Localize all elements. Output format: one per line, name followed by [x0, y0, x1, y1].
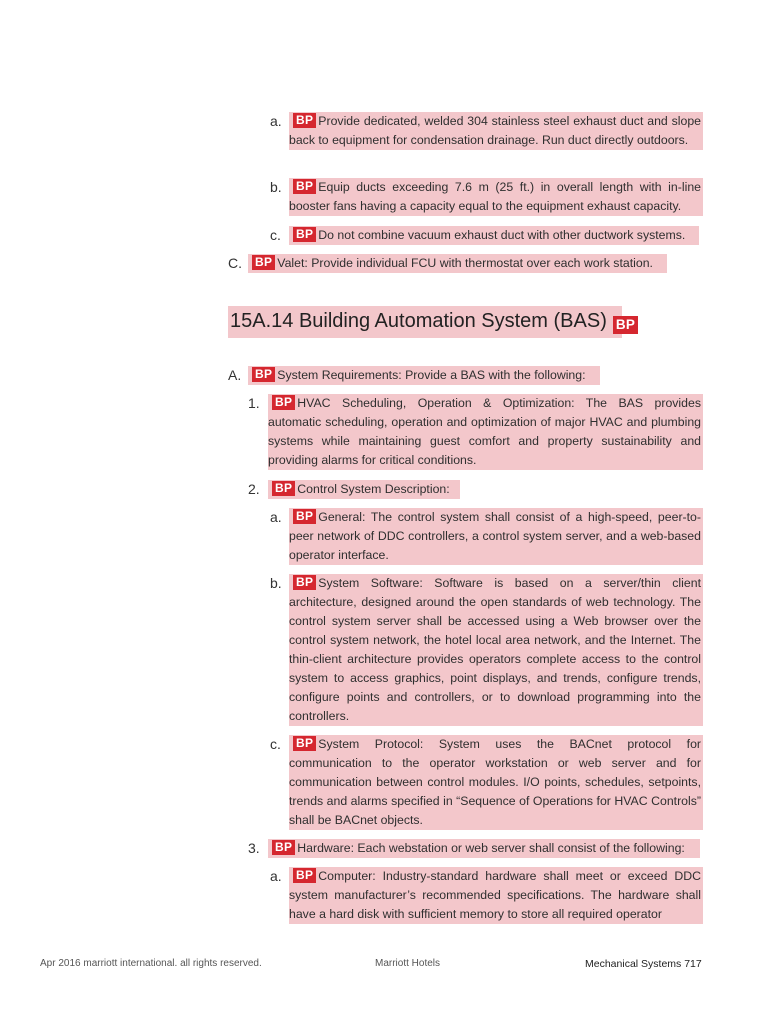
section-heading [228, 306, 636, 338]
paragraph-text: Provide dedicated, welded 304 stainless steel exhaust duct and slope back to equipment for condensation drainage. Run duct directly outdoors. [289, 114, 701, 147]
paragraph-text: System Requirements: Provide a BAS with the following: [277, 368, 586, 382]
paragraph-b [289, 178, 703, 216]
bp-badge: BP [293, 179, 316, 194]
list-marker: a. [270, 509, 282, 525]
list-marker: 1. [248, 395, 260, 411]
paragraph-system-software [289, 574, 703, 726]
footer-right: Mechanical Systems 717 [585, 958, 702, 970]
paragraph-text: Computer: Industry-standard hardware shall meet or exceed DDC system manufacturer’s recommended specifications. The hardware shall have a hard disk with sufficient memory to store all required operator [289, 869, 701, 921]
footer-center: Marriott Hotels [375, 958, 441, 969]
bp-badge: BP [613, 316, 638, 334]
bp-badge: BP [293, 509, 316, 524]
paragraph-hvac-scheduling [268, 394, 703, 470]
list-marker: b. [270, 575, 282, 591]
paragraph-text: HVAC Scheduling, Operation & Optimization: The BAS provides automatic scheduling, operation and optimization of major HVAC and plumbing systems while maintaining guest comfort and property sustainability and providing alarms for critical conditions. [268, 396, 701, 467]
bp-badge: BP [293, 736, 316, 751]
paragraph-text: Do not combine vacuum exhaust duct with other ductwork systems. [318, 228, 686, 242]
paragraph-text: Valet: Provide individual FCU with thermostat over each work station. [277, 256, 653, 270]
bp-badge: BP [272, 481, 295, 496]
paragraph-text: System Protocol: System uses the BACnet protocol for communication to the operator workstation or web server and for communication between control modules. I/O points, schedules, setpoints, trends and alarms specified in “Sequence of Operations for HVAC Controls” shall be BACnet objects. [289, 737, 701, 827]
list-marker: b. [270, 179, 282, 195]
paragraph-system-protocol [289, 735, 703, 830]
paragraph-text: Equip ducts exceeding 7.6 m (25 ft.) in overall length with in-line booster fans having a capacity equal to the equipment exhaust capacity. [289, 180, 701, 213]
paragraph-general [289, 508, 703, 565]
paragraph-computer [289, 867, 703, 924]
paragraph-system-requirements [248, 366, 600, 385]
bp-badge: BP [293, 575, 316, 590]
paragraph-valet [248, 254, 667, 273]
paragraph-text: Hardware: Each webstation or web server shall consist of the following: [297, 841, 685, 855]
list-marker: 2. [248, 481, 260, 497]
list-marker: a. [270, 113, 282, 129]
bp-badge: BP [252, 367, 275, 382]
bp-badge: BP [272, 840, 295, 855]
paragraph-hardware [268, 839, 700, 858]
paragraph-text: Control System Description: [297, 482, 450, 496]
paragraph-c [289, 226, 699, 245]
list-marker: c. [270, 227, 281, 243]
list-marker: C. [228, 255, 242, 271]
paragraph-text: General: The control system shall consist of a high-speed, peer-to-peer network of DDC controllers, a control system server, and a web-based operator interface. [289, 510, 701, 562]
bp-badge: BP [293, 227, 316, 242]
list-marker: c. [270, 736, 281, 752]
footer-left: Apr 2016 marriott international. all rights reserved. [40, 958, 262, 969]
paragraph-text: System Software: Software is based on a server/thin client architecture, designed around the open standards of web technology. The control system server shall be accessed using a Web browser over the control system network, the hotel local area network, and the Internet. The thin-client architecture provides operators complete access to the control system to access graphics, point displays, and trends, configure trends, configure points and controllers, or to download programming into the controllers. [289, 576, 701, 723]
bp-badge: BP [293, 113, 316, 128]
bp-badge: BP [272, 395, 295, 410]
bp-badge: BP [252, 255, 275, 270]
list-marker: 3. [248, 840, 260, 856]
paragraph-control-system [268, 480, 460, 499]
bp-badge: BP [293, 868, 316, 883]
list-marker: a. [270, 868, 282, 884]
paragraph-a [289, 112, 703, 150]
section-heading-text: 15A.14 Building Automation System (BAS) [230, 310, 607, 332]
list-marker: A. [228, 367, 242, 383]
